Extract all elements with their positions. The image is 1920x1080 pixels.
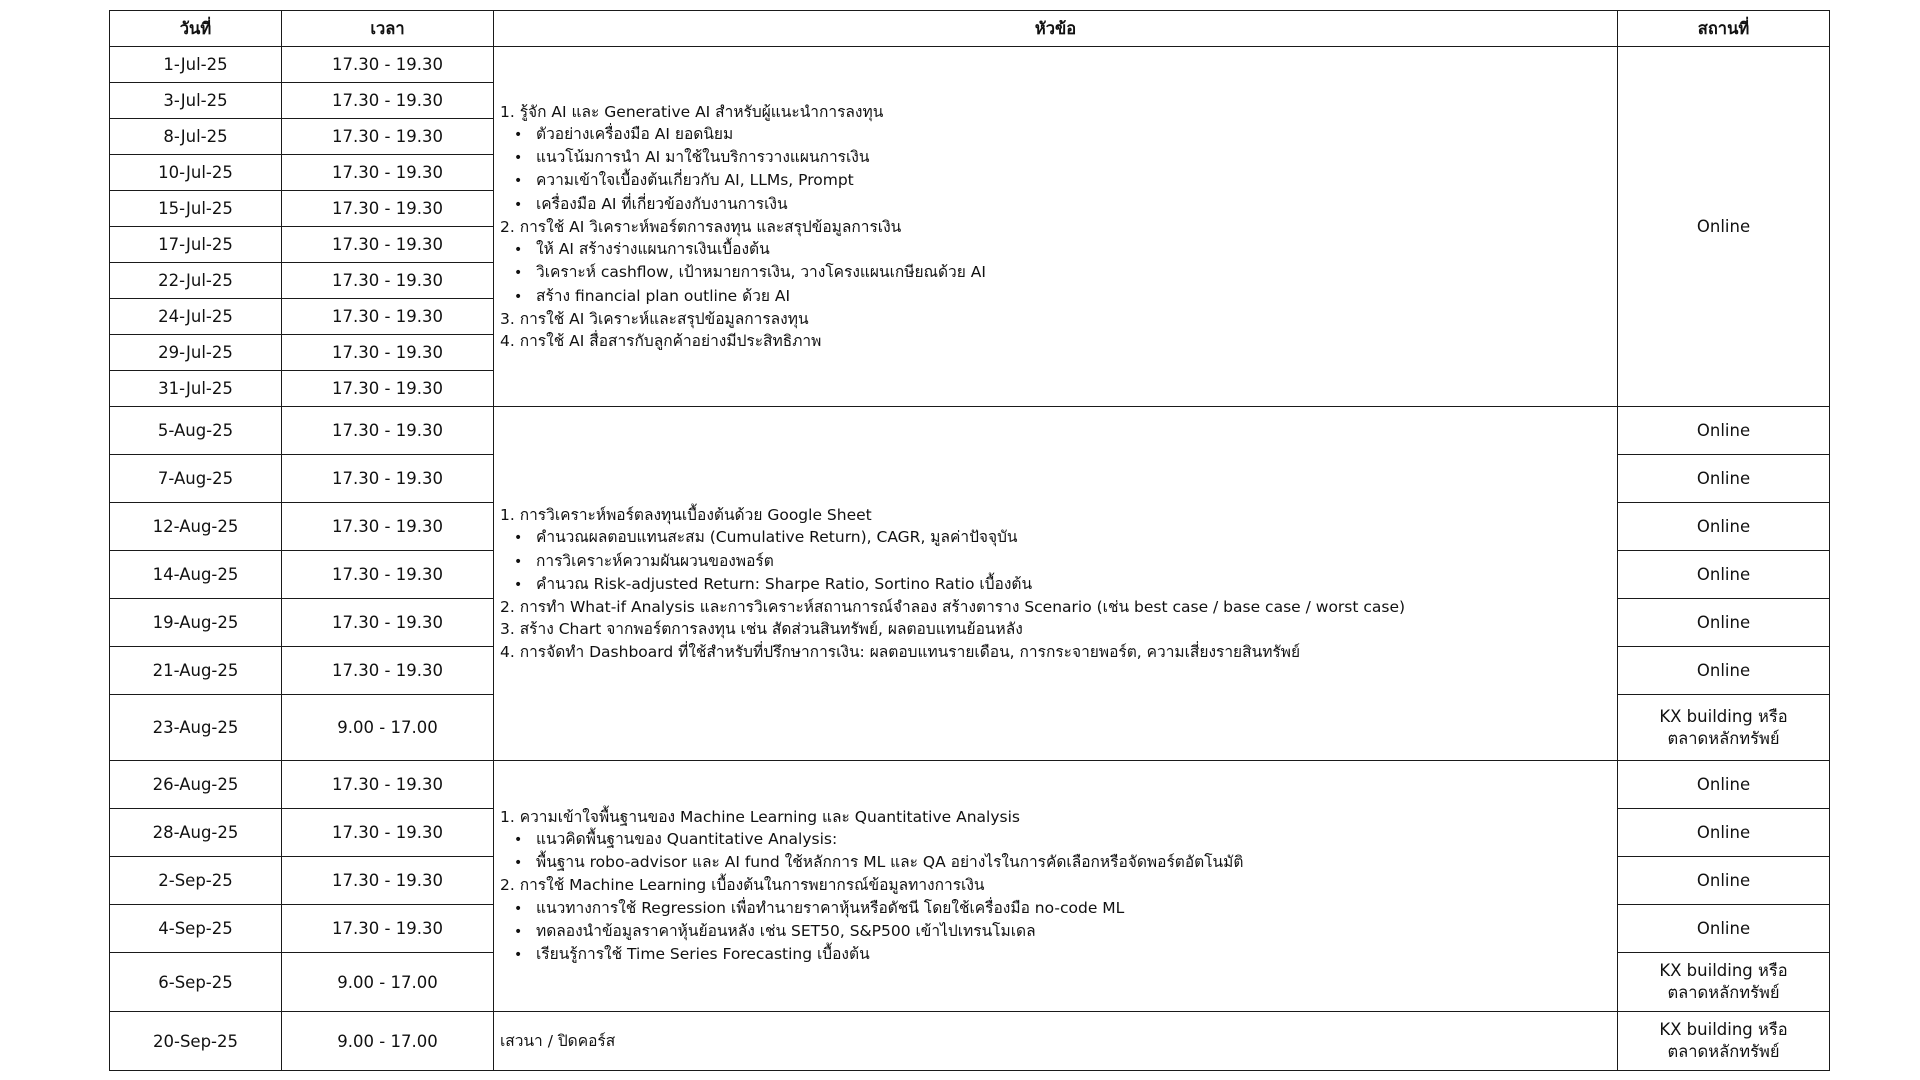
topic-bullet-item: • คำนวณ Risk-adjusted Return: Sharpe Ratio, Sortino Ratio เบื้องต้น <box>500 573 1611 596</box>
date-cell: 7-Aug-25 <box>110 455 282 503</box>
date-cell: 12-Aug-25 <box>110 503 282 551</box>
topic-heading: 3. สร้าง Chart จากพอร์ตการลงทุน เช่น สัดส่วนสินทรัพย์, ผลตอบแทนย้อนหลัง <box>500 620 1023 639</box>
topic-heading: 4. การจัดทำ Dashboard ที่ใช้สำหรับที่ปรึกษาการเงิน: ผลตอบแทนรายเดือน, การกระจายพอร์ต, ความเสี่ยงรายสินทรัพย์ <box>500 642 1301 661</box>
topic-bullet-item: • ความเข้าใจเบื้องต้นเกี่ยวกับ AI, LLMs, Prompt <box>500 169 1611 192</box>
date-cell: 3-Jul-25 <box>110 83 282 119</box>
time-cell: 17.30 - 19.30 <box>282 371 494 407</box>
venue-cell: Online <box>1618 551 1830 599</box>
topic-bullet-item: • พื้นฐาน robo-advisor และ AI fund ใช้หลักการ ML และ QA อย่างไรในการคัดเลือกหรือจัดพอร์ตอัตโนมัติ <box>500 851 1611 874</box>
time-cell: 17.30 - 19.30 <box>282 905 494 953</box>
time-cell: 17.30 - 19.30 <box>282 155 494 191</box>
venue-cell: Online <box>1618 905 1830 953</box>
topic-heading: 1. การวิเคราะห์พอร์ตลงทุนเบื้องต้นด้วย Google Sheet <box>500 506 872 525</box>
time-cell: 17.30 - 19.30 <box>282 335 494 371</box>
header-time: เวลา <box>282 11 494 47</box>
date-cell: 29-Jul-25 <box>110 335 282 371</box>
table-row <box>110 761 1830 809</box>
topic-cell <box>494 761 1618 1012</box>
time-cell: 17.30 - 19.30 <box>282 119 494 155</box>
topic-cell <box>494 407 1618 761</box>
topic-heading: 2. การใช้ AI วิเคราะห์พอร์ตการลงทุน และสรุปข้อมูลการเงิน <box>500 217 902 236</box>
topic-bullet-item: • คำนวณผลตอบแทนสะสม (Cumulative Return), CAGR, มูลค่าปัจจุบัน <box>500 526 1611 549</box>
date-cell: 5-Aug-25 <box>110 407 282 455</box>
venue-cell: Online <box>1618 761 1830 809</box>
time-cell: 9.00 - 17.00 <box>282 1012 494 1071</box>
venue-cell: KX building หรือ ตลาดหลักทรัพย์ <box>1618 1012 1830 1071</box>
venue-cell: KX building หรือ ตลาดหลักทรัพย์ <box>1618 695 1830 761</box>
topic-bullet-item: • เรียนรู้การใช้ Time Series Forecasting เบื้องต้น <box>500 943 1611 966</box>
topic-bullet-item: • การวิเคราะห์ความผันผวนของพอร์ต <box>500 550 1611 573</box>
date-cell: 4-Sep-25 <box>110 905 282 953</box>
topic-block <box>500 504 1611 662</box>
time-cell: 17.30 - 19.30 <box>282 761 494 809</box>
date-cell: 8-Jul-25 <box>110 119 282 155</box>
topic-heading: เสวนา / ปิดคอร์ส <box>500 1031 616 1050</box>
time-cell: 9.00 - 17.00 <box>282 695 494 761</box>
time-cell: 17.30 - 19.30 <box>282 503 494 551</box>
topic-bullet-item: • สร้าง financial plan outline ด้วย AI <box>500 285 1611 308</box>
header-venue: สถานที่ <box>1618 11 1830 47</box>
venue-cell: Online <box>1618 809 1830 857</box>
date-cell: 23-Aug-25 <box>110 695 282 761</box>
date-cell: 10-Jul-25 <box>110 155 282 191</box>
header-topic: หัวข้อ <box>494 11 1618 47</box>
topic-bullet-item: • ตัวอย่างเครื่องมือ AI ยอดนิยม <box>500 123 1611 146</box>
venue-cell: Online <box>1618 503 1830 551</box>
schedule-table <box>109 10 1830 1071</box>
date-cell: 14-Aug-25 <box>110 551 282 599</box>
venue-cell: Online <box>1618 599 1830 647</box>
header-row <box>110 11 1830 47</box>
topic-block <box>500 101 1611 352</box>
topic-cell <box>494 1012 1618 1071</box>
date-cell: 22-Jul-25 <box>110 263 282 299</box>
venue-cell: Online <box>1618 47 1830 407</box>
time-cell: 17.30 - 19.30 <box>282 83 494 119</box>
time-cell: 17.30 - 19.30 <box>282 647 494 695</box>
time-cell: 17.30 - 19.30 <box>282 407 494 455</box>
topic-block <box>500 1030 1611 1052</box>
date-cell: 15-Jul-25 <box>110 191 282 227</box>
date-cell: 17-Jul-25 <box>110 227 282 263</box>
topic-heading: 3. การใช้ AI วิเคราะห์และสรุปข้อมูลการลงทุน <box>500 309 809 328</box>
date-cell: 1-Jul-25 <box>110 47 282 83</box>
topic-heading: 1. ความเข้าใจพื้นฐานของ Machine Learning และ Quantitative Analysis <box>500 807 1020 826</box>
venue-cell: Online <box>1618 857 1830 905</box>
date-cell: 2-Sep-25 <box>110 857 282 905</box>
time-cell: 9.00 - 17.00 <box>282 953 494 1012</box>
topic-block <box>500 806 1611 966</box>
topic-bullet-item: • แนวคิดพื้นฐานของ Quantitative Analysis: <box>500 828 1611 851</box>
header-date: วันที่ <box>110 11 282 47</box>
time-cell: 17.30 - 19.30 <box>282 263 494 299</box>
topic-bullet-item: • วิเคราะห์ cashflow, เป้าหมายการเงิน, วางโครงแผนเกษียณด้วย AI <box>500 261 1611 284</box>
topic-bullet-item: • แนวโน้มการนำ AI มาใช้ในบริการวางแผนการเงิน <box>500 146 1611 169</box>
table-row <box>110 1012 1830 1071</box>
date-cell: 20-Sep-25 <box>110 1012 282 1071</box>
date-cell: 31-Jul-25 <box>110 371 282 407</box>
table-row <box>110 47 1830 83</box>
time-cell: 17.30 - 19.30 <box>282 191 494 227</box>
venue-cell: Online <box>1618 407 1830 455</box>
date-cell: 19-Aug-25 <box>110 599 282 647</box>
topic-heading: 4. การใช้ AI สื่อสารกับลูกค้าอย่างมีประสิทธิภาพ <box>500 331 822 350</box>
time-cell: 17.30 - 19.30 <box>282 299 494 335</box>
topic-bullet-item: • ให้ AI สร้างร่างแผนการเงินเบื้องต้น <box>500 238 1611 261</box>
topic-heading: 1. รู้จัก AI และ Generative AI สำหรับผู้แนะนำการลงทุน <box>500 102 884 121</box>
venue-cell: Online <box>1618 647 1830 695</box>
date-cell: 26-Aug-25 <box>110 761 282 809</box>
time-cell: 17.30 - 19.30 <box>282 599 494 647</box>
date-cell: 24-Jul-25 <box>110 299 282 335</box>
time-cell: 17.30 - 19.30 <box>282 455 494 503</box>
topic-cell <box>494 47 1618 407</box>
time-cell: 17.30 - 19.30 <box>282 857 494 905</box>
time-cell: 17.30 - 19.30 <box>282 227 494 263</box>
topic-heading: 2. การทำ What-if Analysis และการวิเคราะห์สถานการณ์จำลอง สร้างตาราง Scenario (เช่น best case / base case / worst case) <box>500 598 1406 617</box>
date-cell: 21-Aug-25 <box>110 647 282 695</box>
time-cell: 17.30 - 19.30 <box>282 809 494 857</box>
time-cell: 17.30 - 19.30 <box>282 47 494 83</box>
table-row <box>110 407 1830 455</box>
topic-bullet-item: • ทดลองนำข้อมูลราคาหุ้นย้อนหลัง เช่น SET50, S&P500 เข้าไปเทรนโมเดล <box>500 920 1611 943</box>
date-cell: 6-Sep-25 <box>110 953 282 1012</box>
time-cell: 17.30 - 19.30 <box>282 551 494 599</box>
topic-bullet-item: • เครื่องมือ AI ที่เกี่ยวข้องกับงานการเงิน <box>500 193 1611 216</box>
venue-cell: Online <box>1618 455 1830 503</box>
topic-heading: 2. การใช้ Machine Learning เบื้องต้นในการพยากรณ์ข้อมูลทางการเงิน <box>500 876 985 895</box>
venue-cell: KX building หรือ ตลาดหลักทรัพย์ <box>1618 953 1830 1012</box>
topic-bullet-item: • แนวทางการใช้ Regression เพื่อทำนายราคาหุ้นหรือดัชนี โดยใช้เครื่องมือ no-code ML <box>500 897 1611 920</box>
date-cell: 28-Aug-25 <box>110 809 282 857</box>
